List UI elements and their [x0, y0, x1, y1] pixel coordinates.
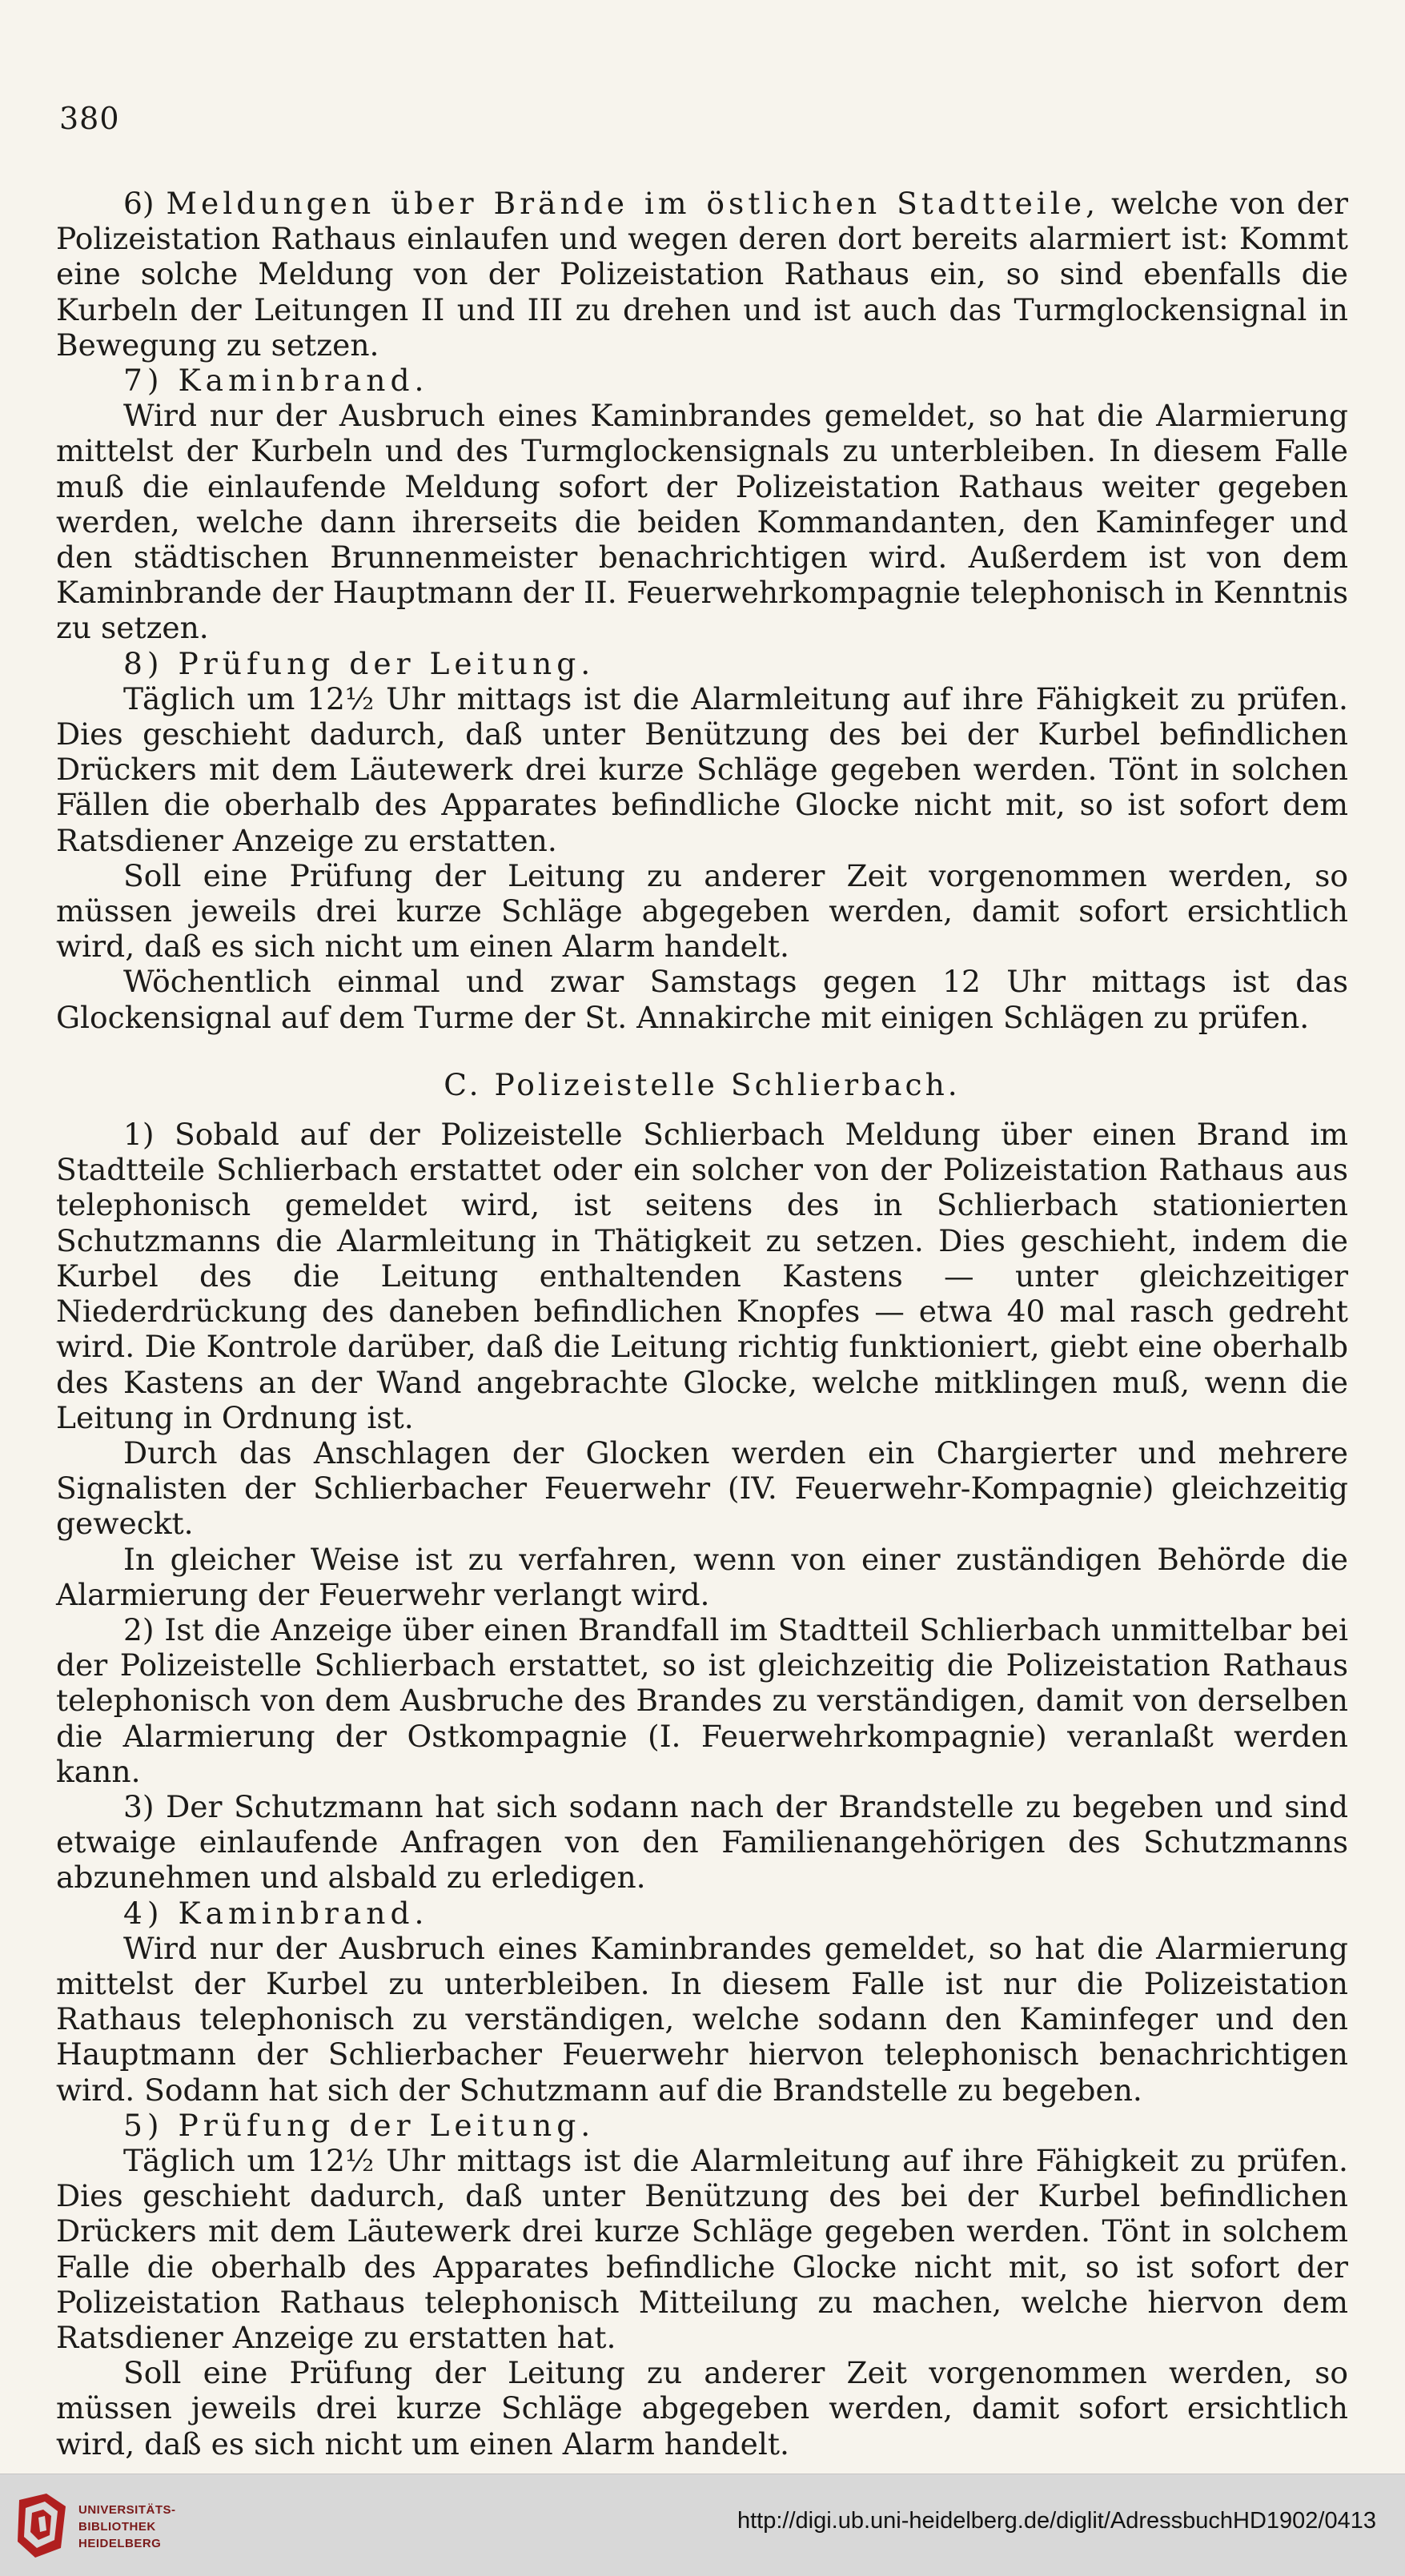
section-heading: 7) Kaminbrand.	[123, 363, 429, 399]
paragraph: 2) Ist die Anzeige über einen Brandfall im Stadtteil Schlierbach unmittelbar bei der Polizeistelle Schlierbach erstattet, so ist gleichzeitig die Polizeistation Rathaus telephonisch von dem Ausbruche des Brandes zu verständigen, damit von derselben die Alarmierung der Ostkompagnie (I. Feuerwehrkompagnie) veranlaßt werden kann.	[56, 1611, 1348, 1789]
library-seal-icon[interactable]	[14, 2492, 70, 2559]
library-name-line: BIBLIOTHEK	[78, 2520, 156, 2534]
paragraph: Soll eine Prüfung der Leitung zu anderer Zeit vorgenommen werden, so müssen jeweils drei kurze Schläge abgegeben werden, damit sofort ersichtlich wird, daß es sich nicht um einen Alarm handelt.	[56, 2355, 1348, 2462]
paragraph: Wird nur der Ausbruch eines Kaminbrandes gemeldet, so hat die Alarmierung mittelst der Kurbel zu unterbleiben. In diesem Falle ist nur die Polizeistation Rathaus telephonisch zu verständigen, welche sodann den Kaminfeger und den Hauptmann der Schlierbacher Feuerwehr hiervon telephonisch benachrichtigen wird. Sodann hat sich der Schutzmann auf die Brandstelle zu begeben.	[56, 1930, 1348, 2108]
paragraph: 1) Sobald auf der Polizeistelle Schlierbach Meldung über einen Brand im Stadtteile Schlierbach erstattet oder ein solcher von der Polizeistation Rathaus aus telephonisch gemeldet wird, ist seitens des in Schlierbach stationierten Schutzmanns die Alarmleitung in Thätigkeit zu setzen. Dies geschieht, indem die Kurbel des die Leitung enthaltenden Kastens — unter gleichzeitiger Niederdrückung des daneben befindlichen Knopfes — etwa 40 mal rasch gedreht wird. Die Kontrole darüber, daß die Leitung richtig funktioniert, giebt eine oberhalb des Kastens an der Wand angebrachte Glocke, welche mitklingen muß, wenn die Leitung in Ordnung ist.	[56, 1117, 1348, 1435]
viewer-footer	[0, 2474, 1405, 2576]
permalink-url[interactable]: http://digi.ub.uni-heidelberg.de/diglit/AdressbuchHD1902/0413	[737, 2508, 1376, 2534]
paragraph: Wird nur der Ausbruch eines Kaminbrandes gemeldet, so hat die Alarmierung mittelst der Kurbeln und des Turmglockensignals zu unterbleiben. In diesem Falle muß die einlaufende Meldung sofort der Polizeistation Rathaus weiter gegeben werden, welche dann ihrerseits die beiden Kommandanten, den Kaminfeger und den städtischen Brunnenmeister benachrichtigen wird. Außerdem ist von dem Kaminbrande der Hauptmann der II. Feuerwehrkompagnie telephonisch in Kenntnis zu setzen.	[56, 398, 1348, 646]
paragraph: Täglich um 12½ Uhr mittags ist die Alarmleitung auf ihre Fähigkeit zu prüfen. Dies geschieht dadurch, daß unter Benützung des bei der Kurbel befindlichen Drückers mit dem Läutewerk drei kurze Schläge gegeben werden. Tönt in solchen Fällen die oberhalb des Apparates befindliche Glocke nicht mit, so ist sofort dem Ratsdiener Anzeige zu erstatten.	[56, 680, 1348, 858]
paragraph: Täglich um 12½ Uhr mittags ist die Alarmleitung auf ihre Fähigkeit zu prüfen. Dies geschieht dadurch, daß unter Benützung des bei der Kurbel befindlichen Drückers mit dem Läutewerk drei kurze Schläge gegeben werden. Tönt in solchem Falle die oberhalb des Apparates befindliche Glocke nicht mit, so ist sofort der Polizeistation Rathaus telephonisch Mitteilung zu machen, welche hiervon dem Ratsdiener Anzeige zu erstatten hat.	[56, 2142, 1348, 2355]
document-body	[56, 186, 1348, 2462]
section-title: C. Polizeistelle Schlierbach.	[444, 1066, 961, 1102]
paragraph: Durch das Anschlagen der Glocken werden ein Chargierter und mehrere Signalisten der Schlierbacher Feuerwehr (IV. Feuerwehr-Kompagnie) gleichzeitig geweckt.	[56, 1434, 1348, 1542]
library-name-line: HEIDELBERG	[78, 2537, 162, 2550]
paragraph-text: welche von der Polizeistation Rathaus einlaufen und wegen deren dort bereits alarmiert ist: Kommt eine solche Meldung von der Polizeistation Rathaus ein, so sind ebenfalls die Kurbeln der Leitungen II und III zu drehen und ist auch das Turmglockensignal in Bewegung zu setzen.	[56, 186, 1348, 363]
paragraph: Soll eine Prüfung der Leitung zu anderer Zeit vorgenommen werden, so müssen jeweils drei kurze Schläge abgegeben werden, damit sofort ersichtlich wird, daß es sich nicht um einen Alarm handelt.	[56, 857, 1348, 965]
section-heading: 4) Kaminbrand.	[123, 1895, 429, 1931]
library-name-line: UNIVERSITÄTS-	[78, 2503, 176, 2517]
page-number: 380	[59, 101, 120, 136]
paragraph: Wöchentlich einmal und zwar Samstags gegen 12 Uhr mittags ist das Glockensignal auf dem Turme der St. Annakirche mit einigen Schlägen zu prüfen.	[56, 964, 1348, 1035]
paragraph: 3) Der Schutzmann hat sich sodann nach der Brandstelle zu begeben und sind etwaige einlaufende Anfragen von den Familienangehörigen des Schutzmanns abzunehmen und alsbald zu erledigen.	[56, 1788, 1348, 1896]
section-heading: 5) Prüfung der Leitung.	[123, 2107, 596, 2143]
item-title: Meldungen über Brände im östlichen Stadtteile,	[166, 186, 1100, 221]
item-number: 6)	[123, 186, 167, 221]
library-name[interactable]	[78, 2502, 176, 2552]
section-heading: 8) Prüfung der Leitung.	[123, 645, 596, 681]
paragraph: In gleicher Weise ist zu verfahren, wenn von einer zuständigen Behörde die Alarmierung der Feuerwehr verlangt wird.	[56, 1541, 1348, 1612]
paragraph	[56, 186, 1348, 363]
